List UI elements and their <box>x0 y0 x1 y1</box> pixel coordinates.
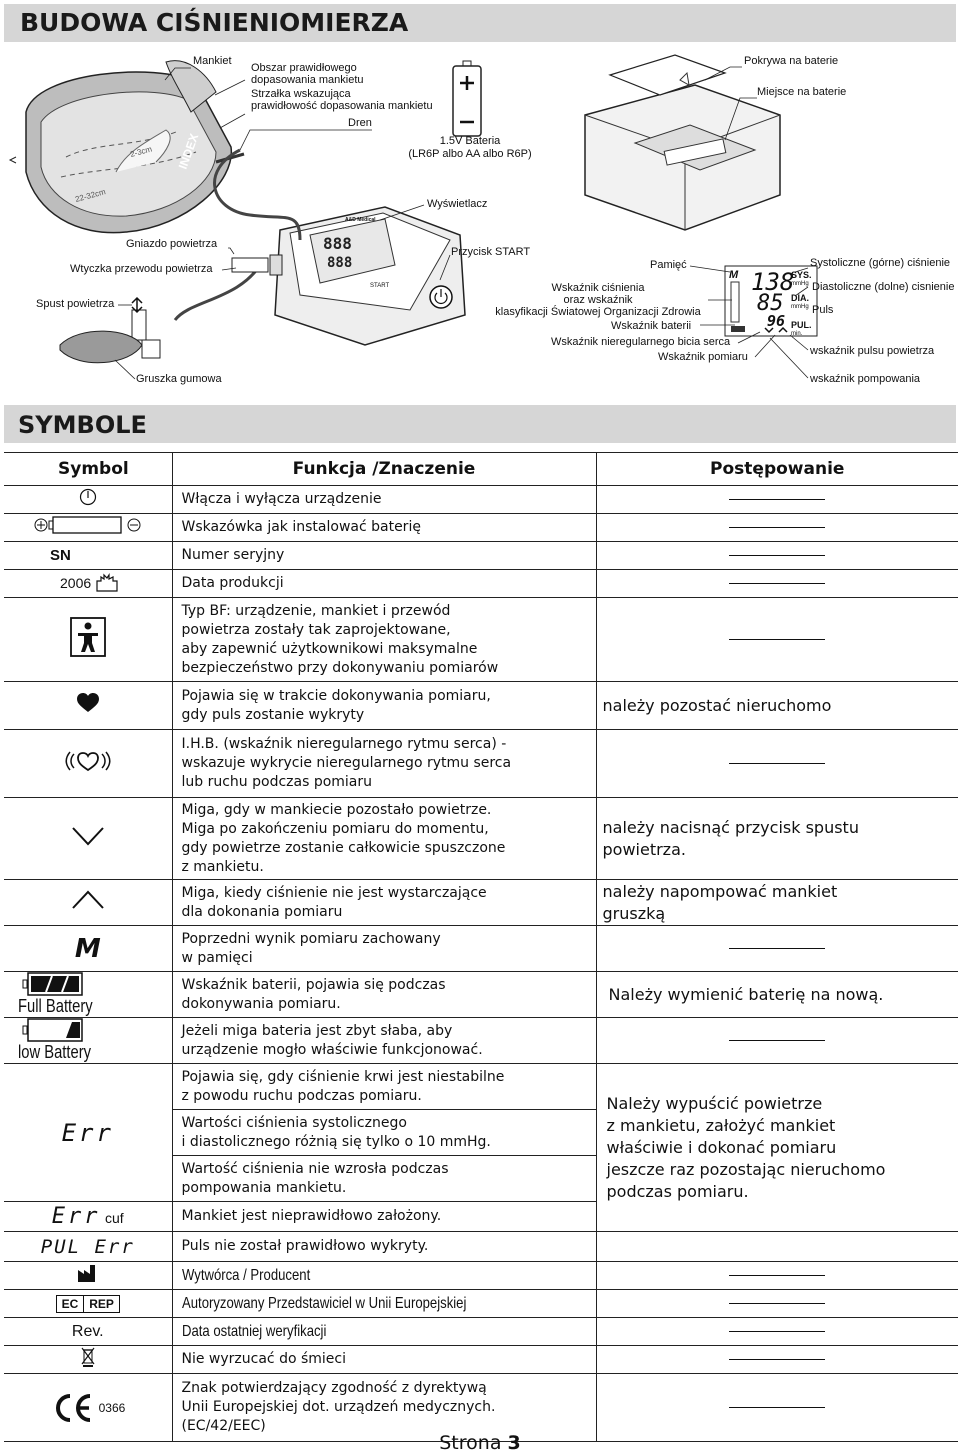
ec-rep-symbol <box>56 1295 120 1313</box>
table-row <box>4 486 958 514</box>
pul-err-symbol: PUL Err <box>40 1235 135 1258</box>
symbol-cell <box>4 1290 172 1318</box>
label-dren: Dren <box>348 117 372 129</box>
label-pokrywa: Pokrywa na baterie <box>744 55 839 67</box>
table-row <box>4 1262 958 1290</box>
action-cell <box>596 542 958 570</box>
action-cell <box>596 1318 958 1346</box>
symbol-cell <box>4 880 172 926</box>
table-row <box>4 1290 958 1318</box>
action-cell <box>596 514 958 542</box>
symbol-cell <box>4 1202 172 1232</box>
table-row <box>4 972 958 1018</box>
symbol-cell <box>4 926 172 972</box>
action-cell <box>596 570 958 598</box>
action-cell <box>596 1346 958 1374</box>
function-cell: Pojawia się w trakcie dokonywania pomiaru, gdy puls zostanie wykryty <box>172 682 596 730</box>
action-dash <box>729 1303 825 1304</box>
err-cuf-suffix: cuf <box>105 1210 124 1226</box>
function-cell: Mankiet jest nieprawidłowo założony. <box>172 1202 596 1232</box>
symbol-cell <box>4 570 172 598</box>
ihb-icon <box>66 749 110 773</box>
power-icon <box>79 488 97 506</box>
heart-icon <box>76 693 100 713</box>
action-dash <box>729 763 825 764</box>
function-cell <box>172 1318 596 1346</box>
label-nieregularnego: Wskaźnik nieregularnego bicia serca <box>551 336 731 348</box>
table-row <box>4 1346 958 1374</box>
lcd-pul-lbl: PUL. <box>791 320 812 330</box>
action-cell <box>596 1290 958 1318</box>
symbol-cell <box>4 730 172 798</box>
footer-prefix: Strona <box>439 1432 502 1454</box>
rev-symbol: Rev. <box>71 1322 104 1340</box>
table-row <box>4 730 958 798</box>
battery-install-icon <box>33 516 143 534</box>
table-row <box>4 798 958 880</box>
mon-dia-digits: 888 <box>327 255 353 271</box>
function-text: Autoryzowany Przedstawiciel w Unii Europejskiej <box>181 1294 466 1312</box>
action-cell <box>596 730 958 798</box>
lcd-mmhg-2: mmHg <box>791 304 809 310</box>
function-text: Data ostatniej weryfikacji <box>181 1322 326 1340</box>
table-header-row <box>4 453 958 486</box>
err-cuf-symbol: Err <box>51 1204 101 1229</box>
table-row <box>4 570 958 598</box>
serial-number-symbol: SN <box>50 546 71 564</box>
deflate-arrow-icon <box>71 826 105 846</box>
lcd-pul-value: 96 <box>767 312 786 330</box>
label-systoliczne: Systoliczne (górne) ciśnienie <box>810 257 951 269</box>
function-cell: Wskazówka jak instalować baterię <box>172 514 596 542</box>
mon-brand: A&D Medical <box>345 217 376 223</box>
table-row <box>4 514 958 542</box>
symbols-banner <box>4 405 956 443</box>
table-row <box>4 598 958 682</box>
action-cell <box>596 1018 958 1064</box>
symbol-cell <box>4 972 172 1018</box>
lcd-mmhg-1: mmHg <box>791 281 809 287</box>
full-battery-icon <box>22 972 84 996</box>
production-year: 2006 <box>60 575 92 592</box>
function-cell: Puls nie został prawidłowo wykryty. <box>172 1232 596 1262</box>
function-cell: Typ BF: urządzenie, mankiet i przewód powietrza zostały tak zaprojektowane, aby zapewnić użytkownikowi maksymalne bezpieczeństwo przy dokonywaniu pomiarów <box>172 598 596 682</box>
label-puls: Puls <box>812 304 834 316</box>
symbol-cell <box>4 598 172 682</box>
label-mankiet: Mankiet <box>193 55 232 67</box>
symbol-cell <box>4 1018 172 1064</box>
symbol-cell <box>4 1318 172 1346</box>
cuff-range-b: 2-3cm <box>129 144 153 159</box>
ce-mark-icon <box>50 1393 94 1423</box>
function-cell <box>172 1290 596 1318</box>
action-cell: Należy wypuścić powietrze z mankietu, założyć mankiet właściwie i dokonać pomiaru jeszcze raz pozostając nieruchomo podczas pomiaru. <box>596 1064 958 1232</box>
symbol-cell <box>4 486 172 514</box>
table-row <box>4 1064 958 1110</box>
ec-part: EC <box>57 1296 85 1312</box>
action-cell: należy nacisnąć przycisk spustu powietrza. <box>596 798 958 880</box>
rep-part: REP <box>89 1296 114 1311</box>
label-wyswietlacz: Wyświetlacz <box>427 198 488 210</box>
action-dash <box>729 555 825 556</box>
mon-start: START <box>370 283 390 289</box>
label-obszar: Obszar prawidłowego dopasowania mankietu <box>251 62 364 86</box>
label-strzalka: Strzałka wskazująca prawidłowość dopasowania mankietu <box>251 88 433 112</box>
function-cell: Nie wyrzucać do śmieci <box>172 1346 596 1374</box>
header-function: Funkcja /Znaczenie <box>172 453 596 486</box>
symbol-cell <box>4 798 172 880</box>
action-cell: należy pozostać nieruchomo <box>596 682 958 730</box>
memory-symbol: M <box>74 933 101 964</box>
label-wskaznik-cisnienia: Wskaźnik ciśnienia oraz wskaźnik klasyfikacji Światowej Organizacji Zdrowia <box>495 282 701 318</box>
lcd-dia-lbl: DIA. <box>791 293 809 303</box>
label-wtyczka: Wtyczka przewodu powietrza <box>70 263 213 275</box>
function-cell: Włącza i wyłącza urządzenie <box>172 486 596 514</box>
low-battery-icon <box>22 1018 84 1042</box>
manufacturer-icon <box>77 1263 99 1283</box>
cuff-range-a: 22-32cm <box>74 187 107 204</box>
table-row <box>4 1318 958 1346</box>
function-cell: Wartość ciśnienia nie wzrosła podczas pompowania mankietu. <box>172 1156 596 1202</box>
action-cell <box>596 598 958 682</box>
table-row <box>4 1018 958 1064</box>
label-miejsce: Miejsce na baterie <box>757 86 847 98</box>
symbol-cell <box>4 682 172 730</box>
lcd-sys-lbl: SYS. <box>791 270 812 280</box>
action-dash <box>729 583 825 584</box>
action-dash <box>729 639 825 640</box>
lcd-sys-value: 138 <box>751 268 795 296</box>
header-action: Postępowanie <box>596 453 958 486</box>
page-title: BUDOWA CIŚNIENIOMIERZA <box>20 8 409 37</box>
action-cell <box>596 926 958 972</box>
label-spust: Spust powietrza <box>36 298 115 310</box>
mon-sys-digits: 888 <box>323 234 352 253</box>
action-cell: należy napompować mankiet gruszką <box>596 880 958 926</box>
label-diastoliczne: Diastoliczne (dolne) cisnienie <box>812 281 955 293</box>
action-cell <box>596 1232 958 1262</box>
production-date-icon <box>96 574 118 592</box>
function-cell: Wskaźnik baterii, pojawia się podczas dokonywania pomiaru. <box>172 972 596 1018</box>
full-battery-label: Full Battery <box>18 996 93 1016</box>
symbol-cell <box>4 1346 172 1374</box>
action-dash <box>729 1040 825 1041</box>
table-row <box>4 880 958 926</box>
function-cell: Poprzedni wynik pomiaru zachowany w pamięci <box>172 926 596 972</box>
symbol-cell <box>4 514 172 542</box>
type-bf-icon <box>70 617 106 657</box>
function-cell: Jeżeli miga bateria jest zbyt słaba, aby urządzenie mogło właściwie funkcjonować. <box>172 1018 596 1064</box>
symbol-cell <box>4 542 172 570</box>
action-cell: Należy wymienić baterię na nową. <box>596 972 958 1018</box>
lcd-leaders <box>0 0 960 400</box>
action-cell <box>596 1262 958 1290</box>
label-przycisk-start: Przycisk START <box>451 246 531 258</box>
symbols-table <box>4 452 958 1442</box>
action-dash <box>729 1407 825 1408</box>
action-cell <box>596 486 958 514</box>
label-pulsu-powietrza: wskaźnik pulsu powietrza <box>810 345 935 357</box>
notified-body-number: 0366 <box>98 1400 126 1415</box>
table-row <box>4 1232 958 1262</box>
label-gniazdo: Gniazdo powietrza <box>126 238 218 250</box>
function-cell: Numer seryjny <box>172 542 596 570</box>
action-dash <box>729 1275 825 1276</box>
symbols-title: SYMBOLE <box>18 411 147 439</box>
function-cell: Pojawia się, gdy ciśnienie krwi jest niestabilne z powodu ruchu podczas pomiaru. <box>172 1064 596 1110</box>
page-footer <box>0 1432 960 1454</box>
function-text: Wytwórca / Producent <box>181 1266 310 1284</box>
table-row <box>4 926 958 972</box>
function-cell: Miga, kiedy ciśnienie nie jest wystarczające dla dokonania pomiaru <box>172 880 596 926</box>
action-dash <box>729 948 825 949</box>
function-cell <box>172 1262 596 1290</box>
lcd-min: min. <box>791 331 803 337</box>
symbol-cell <box>4 1064 172 1202</box>
header-symbol: Symbol <box>4 453 172 486</box>
cuff-index-text: INDEX <box>175 131 202 172</box>
function-cell: Znak potwierdzający zgodność z dyrektywą Unii Europejskiej dot. urządzeń medycznych. (EC/42/EEC) <box>172 1374 596 1442</box>
low-battery-label: low Battery <box>18 1042 92 1062</box>
page-number: 3 <box>507 1432 521 1454</box>
weee-bin-icon <box>80 1346 96 1368</box>
err-symbol: Err <box>61 1118 114 1147</box>
action-dash <box>729 527 825 528</box>
table-row <box>4 682 958 730</box>
symbol-cell <box>4 1232 172 1262</box>
label-pompowania: wskaźnik pompowania <box>810 373 921 385</box>
lcd-m: M <box>729 269 739 281</box>
symbol-cell <box>4 1262 172 1290</box>
action-dash <box>729 499 825 500</box>
label-pamiec: Pamięć <box>650 259 687 271</box>
function-cell: Data produkcji <box>172 570 596 598</box>
label-bateria: 1.5V Bateria (LR6P albo AA albo R6P) <box>408 135 532 160</box>
table-row <box>4 542 958 570</box>
label-wskaznik-baterii: Wskaźnik baterii <box>611 320 692 332</box>
function-cell: Wartości ciśnienia systolicznego i diastolicznego różnią się tylko o 10 mmHg. <box>172 1110 596 1156</box>
function-cell: I.H.B. (wskaźnik nieregularnego rytmu serca) - wskazuje wykrycie nieregularnego rytmu serca lub ruchu podczas pomiaru <box>172 730 596 798</box>
inflate-arrow-icon <box>71 890 105 910</box>
lcd-dia-value: 85 <box>757 291 784 316</box>
label-wskaznik-pomiaru: Wskaźnik pomiaru <box>658 351 748 363</box>
label-gruszka: Gruszka gumowa <box>136 373 222 385</box>
action-dash <box>729 1359 825 1360</box>
action-dash <box>729 1331 825 1332</box>
function-cell: Miga, gdy w mankiecie pozostało powietrze. Miga po zakończeniu pomiaru do momentu, gdy powietrze zostanie całkowicie spuszczone z mankietu. <box>172 798 596 880</box>
